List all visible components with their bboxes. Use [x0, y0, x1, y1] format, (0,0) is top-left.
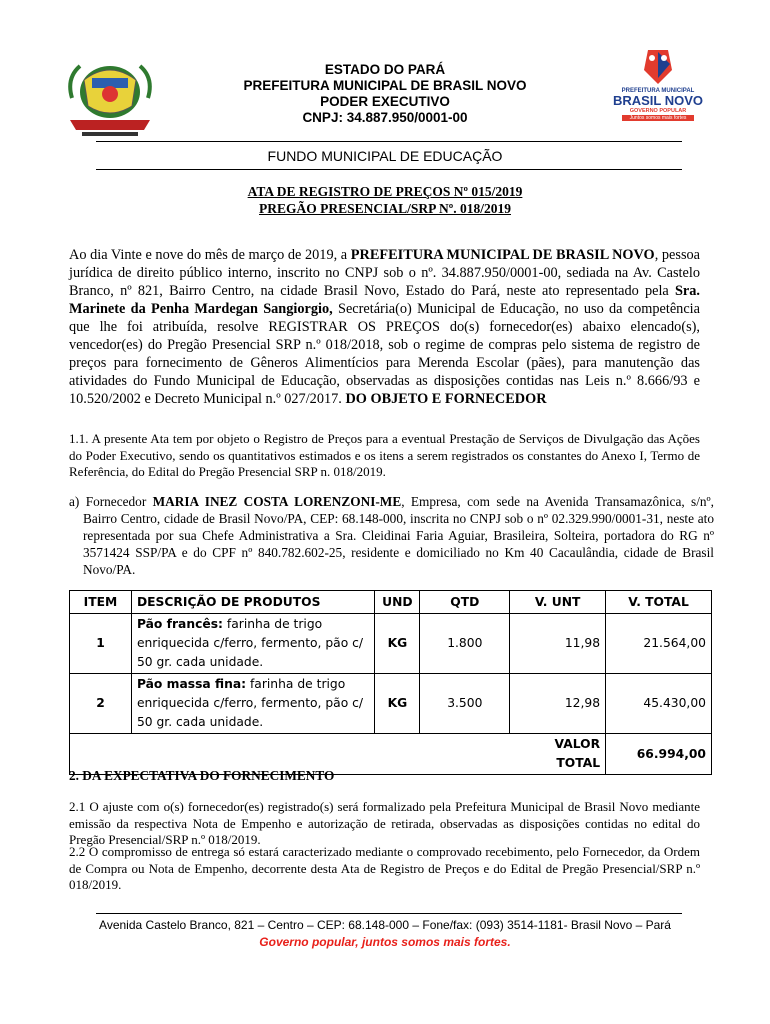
col-unit: UND	[375, 591, 420, 614]
header-cnpj: CNPJ: 34.887.950/0001-00	[302, 110, 468, 125]
logo-tag-text: Juntos somos mais fortes	[622, 115, 694, 121]
header-divider	[96, 141, 682, 142]
clause-2-2: 2.2 O compromisso de entrega só estará caracterizado mediante o comprovado recebimento, pelo Fornecedor, da Ordem de Compra ou Nota de Empenho, decorrente desta Ata de Registro de Preços e do Edital de Pregão Presencial/SRP n.º 018/2019.	[69, 844, 700, 892]
supplier-paragraph	[69, 493, 714, 578]
row-qty: 1.800	[420, 614, 510, 674]
intro-text-2: , pessoa jurídica de direito público interno, inscrito no CNPJ sob o nº. 34.887.950/0001-00, sediada na Av. Castelo Branco, nº 821, Bairro Centro, na cidade Brasil Novo, Estado do Pará, neste ato representado pela	[69, 247, 701, 299]
row-unit: KG	[375, 614, 420, 674]
footer-divider	[96, 913, 682, 914]
col-qty: QTD	[420, 591, 510, 614]
intro-text-3: Secretária(o) Municipal de Educação, no uso da competência que lhe foi atribuída, resolve REGISTRAR OS PREÇOS do(s) fornecedor(es) abaixo elencado(s), vencedor(es) do Pregão Presencial SRP n.º 018/2018, sob o regime de compras pelo sistema de registro de preços para fornecimento de Gêneros Alimentícios para Merenda Escolar (pães), para manutenção das atividades do Fundo Municipal de Educação, observadas as disposições contidas nas Leis n.º 8.666/93 e 10.520/2002 e Decreto Municipal n.º 027/2017.	[69, 301, 700, 407]
row-unit: KG	[375, 674, 420, 734]
document-title: ATA DE REGISTRO DE PREÇOS Nº 015/2019	[247, 184, 523, 199]
row-description	[131, 614, 374, 674]
row-item: 1	[70, 614, 132, 674]
row-qty: 3.500	[420, 674, 510, 734]
product-name: Pão massa fina:	[136, 677, 247, 691]
coat-of-arms-logo	[62, 58, 158, 140]
header-state: ESTADO DO PARÁ	[324, 62, 446, 77]
footer-slogan: Governo popular, juntos somos mais fortes.	[259, 935, 511, 949]
fund-divider	[96, 169, 682, 170]
document-subtitle: PREGÃO PRESENCIAL/SRP Nº. 018/2019	[259, 201, 511, 216]
logo-sub-text: GOVERNO POPULAR	[629, 108, 687, 114]
brasil-novo-logo	[610, 48, 706, 130]
supplier-details: , Empresa, com sede na Avenida Transamazônica, s/nº, Bairro Centro, cidade de Brasil Novo/PA, CEP: 68.148-000, inscrita no CNPJ sob o nº 02.329.990/0001-31, neste ato representada por sua Chefe Administrativa a Sra. Cleidinai Faria Aguiar, Brasileira, Solteira, portadora do RG nº 3571424 SSP/PA e do CPF nº 840.782.602-25, residente e domiciliado no Km 40 Cacaulândia, cidade de Brasil Novo/PA.	[83, 494, 715, 577]
logo-top-text: PREFEITURA MUNICIPAL	[621, 88, 695, 94]
table-row	[70, 674, 712, 734]
footer-address: Avenida Castelo Branco, 821 – Centro – CEP: 68.148-000 – Fone/fax: (093) 3514-1181- Brasil Novo – Pará	[99, 918, 671, 932]
row-total: 45.430,00	[606, 674, 712, 734]
clause-1-1: 1.1. A presente Ata tem por objeto o Registro de Preços para a eventual Prestação de Serviços de Divulgação das Ações do Poder Executivo, sendo os quantitativos estimados e os itens a serem registrados os constantes do Anexo I, Termo de Referência, do Edital do Pregão Presencial SRP n. 018/2019.	[69, 431, 700, 479]
logo-name-text: BRASIL NOVO	[612, 93, 704, 108]
row-item: 2	[70, 674, 132, 734]
table-row	[70, 614, 712, 674]
header-prefecture: PREFEITURA MUNICIPAL DE BRASIL NOVO	[243, 78, 527, 93]
col-unit-price: V. UNT	[510, 591, 606, 614]
products-table	[69, 590, 712, 775]
total-value: 66.994,00	[606, 734, 712, 775]
intro-bold-1: PREFEITURA MUNICIPAL DE BRASIL NOVO	[350, 247, 655, 263]
row-description	[131, 674, 374, 734]
section-2-title: 2. DA EXPECTATIVA DO FORNECIMENTO	[69, 768, 335, 783]
intro-bold-2: Sra. Marinete da Penha Mardegan Sangiorgio,	[69, 283, 700, 317]
clause-2-1: 2.1 O ajuste com o(s) fornecedor(es) registrado(s) será formalizado pela Prefeitura Municipal de Brasil Novo mediante emissão da respectiva Nota de Empenho e autorização de retirada, observadas as disposições contidas no edital do Pregão Presencial/SRP n.º 018/2019.	[69, 799, 700, 847]
supplier-prefix: a) Fornecedor	[69, 494, 153, 509]
product-desc: farinha de trigo enriquecida c/ferro, fermento, pão c/ 50 gr. cada unidade.	[136, 617, 364, 669]
row-unit-price: 12,98	[510, 674, 606, 734]
intro-paragraph	[69, 246, 700, 408]
supplier-name: MARIA INEZ COSTA LORENZONI-ME	[152, 494, 402, 509]
header-branch: PODER EXECUTIVO	[320, 94, 450, 109]
col-description: DESCRIÇÃO DE PRODUTOS	[131, 591, 374, 614]
row-unit-price: 11,98	[510, 614, 606, 674]
row-total: 21.564,00	[606, 614, 712, 674]
total-label: VALOR TOTAL	[510, 734, 606, 775]
product-desc: farinha de trigo enriquecida c/ferro, fermento, pão c/ 50 gr. cada unidade.	[136, 677, 364, 729]
col-item: ITEM	[70, 591, 132, 614]
intro-bold-3: DO OBJETO E FORNECEDOR	[345, 391, 547, 407]
col-total: V. TOTAL	[606, 591, 712, 614]
table-header-row	[70, 591, 712, 614]
intro-text-1: Ao dia Vinte e nove do mês de março de 2019, a	[69, 247, 351, 263]
product-name: Pão francês:	[136, 617, 223, 631]
fund-title: FUNDO MUNICIPAL DE EDUCAÇÃO	[267, 148, 503, 164]
